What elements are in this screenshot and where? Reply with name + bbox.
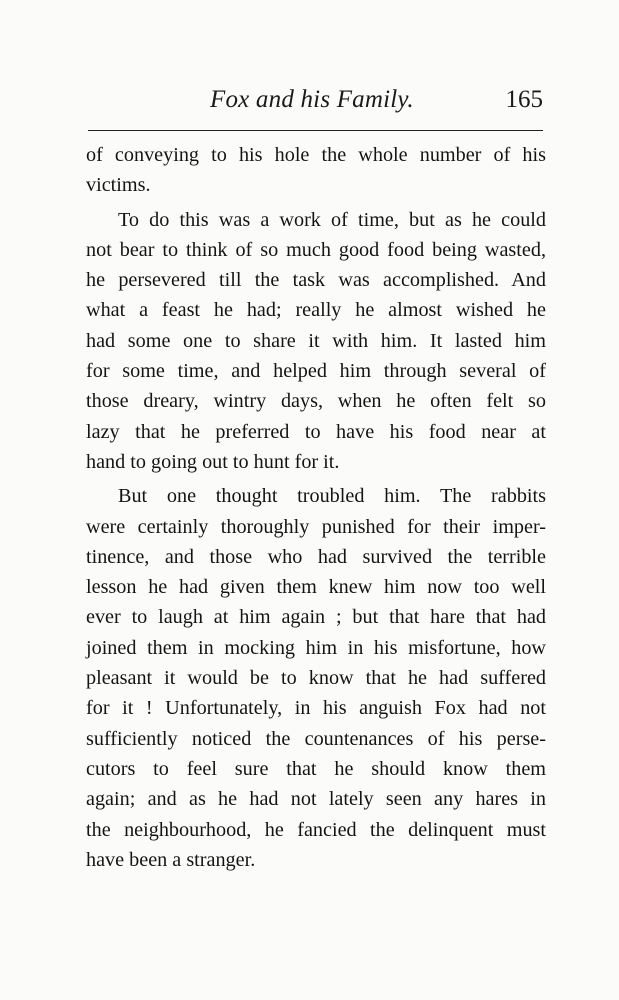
text-line: what a feast he had; really he almost wished he (86, 299, 546, 322)
paragraph (86, 205, 546, 478)
text-line: victims. (86, 174, 151, 197)
running-title: Fox and his Family. (210, 86, 414, 113)
text-line: tinence, and those who had survived the terrible (86, 545, 546, 568)
text-line: for some time, and helped him through several of (86, 360, 546, 383)
text-line: again; and as he had not lately seen any hares in (86, 788, 546, 811)
text-line: hand to going out to hunt for it. (86, 450, 340, 473)
text-line: lesson he had given them knew him now too well (86, 576, 546, 599)
text-line: not bear to think of so much good food being wasted, (86, 238, 546, 261)
text-line: were certainly thoroughly punished for their imper- (86, 515, 546, 538)
text-line: the neighbourhood, he fancied the delinquent must (86, 818, 546, 841)
text-line: for it ! Unfortunately, in his anguish Fox had not (86, 697, 546, 720)
page-header (88, 86, 543, 122)
text-line: cutors to feel sure that he should know them (86, 757, 546, 780)
text-line: he persevered till the task was accomplished. And (86, 269, 546, 292)
paragraph (86, 140, 546, 201)
text-line: had some one to share it with him. It lasted him (86, 329, 546, 352)
page-number: 165 (505, 86, 543, 113)
text-line: pleasant it would be to know that he had suffered (86, 667, 546, 690)
text-line: But one thought troubled him. The rabbits (118, 485, 546, 508)
text-line: lazy that he preferred to have his food near at (86, 420, 546, 443)
body-text (86, 140, 546, 875)
header-rule (88, 130, 543, 131)
text-line: joined them in mocking him in his misfortune, how (86, 636, 546, 659)
paragraph (86, 481, 546, 875)
text-line: of conveying to his hole the whole number of his (86, 144, 546, 166)
text-line: sufficiently noticed the countenances of his perse- (86, 727, 546, 750)
text-line: To do this was a work of time, but as he could (118, 208, 546, 231)
text-line: ever to laugh at him again ; but that hare that had (86, 606, 546, 629)
text-line: those dreary, wintry days, when he often felt so (86, 390, 546, 413)
text-line: have been a stranger. (86, 848, 256, 871)
